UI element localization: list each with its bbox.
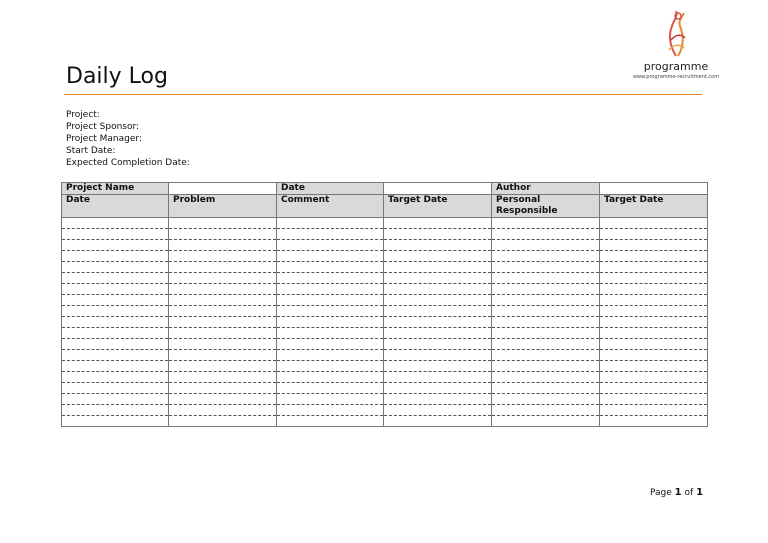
table-cell[interactable] — [169, 328, 277, 339]
table-row — [62, 416, 708, 427]
table-row — [62, 262, 708, 273]
page-label: Page — [650, 488, 672, 498]
table-cell[interactable] — [384, 262, 492, 273]
table-cell[interactable] — [277, 306, 384, 317]
table-cell[interactable] — [277, 218, 384, 229]
table-cell[interactable] — [492, 383, 600, 394]
table-cell[interactable] — [277, 262, 384, 273]
table-cell[interactable] — [492, 361, 600, 372]
table-cell[interactable] — [62, 350, 169, 361]
table-cell[interactable] — [600, 295, 708, 306]
column-problem: Problem — [169, 195, 277, 218]
table-cell[interactable] — [384, 218, 492, 229]
total-pages: 1 — [696, 487, 704, 498]
table-cell[interactable] — [169, 317, 277, 328]
table-cell[interactable] — [600, 240, 708, 251]
table-cell[interactable] — [600, 317, 708, 328]
document-title: Daily Log — [66, 64, 168, 89]
table-cell[interactable] — [277, 273, 384, 284]
table-cell[interactable] — [384, 361, 492, 372]
table-cell[interactable] — [62, 229, 169, 240]
table-cell[interactable] — [492, 295, 600, 306]
table-cell[interactable] — [600, 350, 708, 361]
table-cell[interactable] — [277, 317, 384, 328]
table-cell[interactable] — [169, 218, 277, 229]
table-cell[interactable] — [62, 295, 169, 306]
table-row — [62, 350, 708, 361]
table-cell[interactable] — [492, 218, 600, 229]
table-cell[interactable] — [277, 284, 384, 295]
table-cell[interactable] — [492, 240, 600, 251]
column-date: Date — [62, 195, 169, 218]
table-cell[interactable] — [600, 306, 708, 317]
table-cell[interactable] — [169, 372, 277, 383]
table-cell[interactable] — [384, 328, 492, 339]
table-cell[interactable] — [62, 240, 169, 251]
column-target-date: Target Date — [384, 195, 492, 218]
header-project-name-value — [169, 183, 277, 195]
table-cell[interactable] — [169, 295, 277, 306]
table-cell[interactable] — [62, 416, 169, 427]
table-row — [62, 251, 708, 262]
table-cell[interactable] — [492, 328, 600, 339]
table-cell[interactable] — [277, 383, 384, 394]
table-cell[interactable] — [384, 306, 492, 317]
table-cell[interactable] — [277, 229, 384, 240]
table-cell[interactable] — [384, 372, 492, 383]
table-cell[interactable] — [492, 306, 600, 317]
table-cell[interactable] — [384, 339, 492, 350]
table-cell[interactable] — [600, 383, 708, 394]
table-cell[interactable] — [384, 251, 492, 262]
table-cell[interactable] — [169, 240, 277, 251]
current-page: 1 — [674, 487, 682, 498]
header-author-value — [600, 183, 708, 195]
table-cell[interactable] — [384, 394, 492, 405]
table-cell[interactable] — [492, 405, 600, 416]
table-cell[interactable] — [277, 372, 384, 383]
table-cell[interactable] — [492, 350, 600, 361]
table-cell[interactable] — [384, 317, 492, 328]
table-cell[interactable] — [600, 229, 708, 240]
table-cell[interactable] — [62, 218, 169, 229]
table-cell[interactable] — [384, 273, 492, 284]
field-expected-completion-date: Expected Completion Date: — [66, 158, 190, 168]
table-cell[interactable] — [62, 405, 169, 416]
table-cell[interactable] — [600, 394, 708, 405]
table-row — [62, 383, 708, 394]
table-cell[interactable] — [169, 339, 277, 350]
column-target-date-2: Target Date — [600, 195, 708, 218]
table-row — [62, 405, 708, 416]
field-project-manager: Project Manager: — [66, 134, 142, 144]
table-cell[interactable] — [169, 383, 277, 394]
table-row — [62, 284, 708, 295]
table-row — [62, 317, 708, 328]
column-comment: Comment — [277, 195, 384, 218]
table-cell[interactable] — [277, 416, 384, 427]
table-cell[interactable] — [277, 240, 384, 251]
table-cell[interactable] — [62, 361, 169, 372]
table-row — [62, 218, 708, 229]
table-cell[interactable] — [384, 295, 492, 306]
page-number — [650, 487, 703, 498]
logo-url: www.programme-recruitment.com — [632, 74, 720, 80]
table-cell[interactable] — [384, 229, 492, 240]
header-date: Date — [277, 183, 384, 195]
header-author: Author — [492, 183, 600, 195]
field-project: Project: — [66, 110, 100, 120]
table-cell[interactable] — [600, 416, 708, 427]
table-cell[interactable] — [600, 284, 708, 295]
programme-logo — [626, 10, 726, 90]
table-cell[interactable] — [600, 372, 708, 383]
table-cell[interactable] — [62, 273, 169, 284]
table-cell[interactable] — [600, 218, 708, 229]
table-cell[interactable] — [492, 229, 600, 240]
project-fields — [66, 109, 190, 169]
table-cell[interactable] — [600, 328, 708, 339]
header-date-value — [384, 183, 492, 195]
table-cell[interactable] — [277, 295, 384, 306]
table-cell[interactable] — [62, 394, 169, 405]
table-cell[interactable] — [277, 251, 384, 262]
table-cell[interactable] — [169, 394, 277, 405]
table-cell[interactable] — [492, 284, 600, 295]
table-cell[interactable] — [492, 251, 600, 262]
table-cell[interactable] — [169, 284, 277, 295]
table-row — [62, 339, 708, 350]
table-cell[interactable] — [277, 350, 384, 361]
daily-log-table — [61, 182, 708, 427]
of-label: of — [684, 488, 694, 498]
table-cell[interactable] — [600, 405, 708, 416]
table-row — [62, 240, 708, 251]
table-cell[interactable] — [492, 262, 600, 273]
table-cell[interactable] — [384, 350, 492, 361]
header-row-1 — [62, 183, 708, 195]
table-cell[interactable] — [600, 251, 708, 262]
table-row — [62, 229, 708, 240]
title-underline — [64, 94, 702, 95]
table-cell[interactable] — [600, 273, 708, 284]
log-body — [62, 218, 708, 427]
table-cell[interactable] — [62, 383, 169, 394]
table-cell[interactable] — [169, 350, 277, 361]
table-row — [62, 372, 708, 383]
table-row — [62, 361, 708, 372]
table-cell[interactable] — [492, 317, 600, 328]
table-row — [62, 394, 708, 405]
table-cell[interactable] — [169, 361, 277, 372]
table-cell[interactable] — [492, 416, 600, 427]
table-cell[interactable] — [277, 361, 384, 372]
table-cell[interactable] — [62, 262, 169, 273]
table-cell[interactable] — [384, 405, 492, 416]
table-cell[interactable] — [492, 339, 600, 350]
field-start-date: Start Date: — [66, 146, 116, 156]
table-cell[interactable] — [169, 251, 277, 262]
table-cell[interactable] — [277, 394, 384, 405]
table-cell[interactable] — [62, 328, 169, 339]
table-cell[interactable] — [492, 273, 600, 284]
table-cell[interactable] — [169, 405, 277, 416]
header-project-name: Project Name — [62, 183, 169, 195]
table-cell[interactable] — [169, 416, 277, 427]
table-cell[interactable] — [62, 306, 169, 317]
table-cell[interactable] — [169, 273, 277, 284]
table-cell[interactable] — [169, 262, 277, 273]
table-cell[interactable] — [169, 306, 277, 317]
table-row — [62, 328, 708, 339]
field-project-sponsor: Project Sponsor: — [66, 122, 140, 132]
table-row — [62, 306, 708, 317]
table-cell[interactable] — [277, 405, 384, 416]
table-cell[interactable] — [62, 372, 169, 383]
table-cell[interactable] — [492, 372, 600, 383]
logo-name: programme — [643, 60, 709, 73]
table-cell[interactable] — [384, 284, 492, 295]
table-cell[interactable] — [384, 240, 492, 251]
table-cell[interactable] — [384, 383, 492, 394]
table-cell[interactable] — [384, 416, 492, 427]
table-cell[interactable] — [62, 284, 169, 295]
column-personal-responsible: Personal Responsible — [492, 195, 600, 218]
table-cell[interactable] — [277, 339, 384, 350]
table-cell[interactable] — [62, 317, 169, 328]
table-row — [62, 295, 708, 306]
table-cell[interactable] — [169, 229, 277, 240]
table-row — [62, 273, 708, 284]
table-cell[interactable] — [600, 262, 708, 273]
header-row-2 — [62, 195, 708, 218]
flame-figure-icon — [656, 10, 696, 58]
table-cell[interactable] — [600, 339, 708, 350]
table-cell[interactable] — [492, 394, 600, 405]
table-cell[interactable] — [277, 328, 384, 339]
table-cell[interactable] — [62, 251, 169, 262]
table-cell[interactable] — [62, 339, 169, 350]
table-cell[interactable] — [600, 361, 708, 372]
